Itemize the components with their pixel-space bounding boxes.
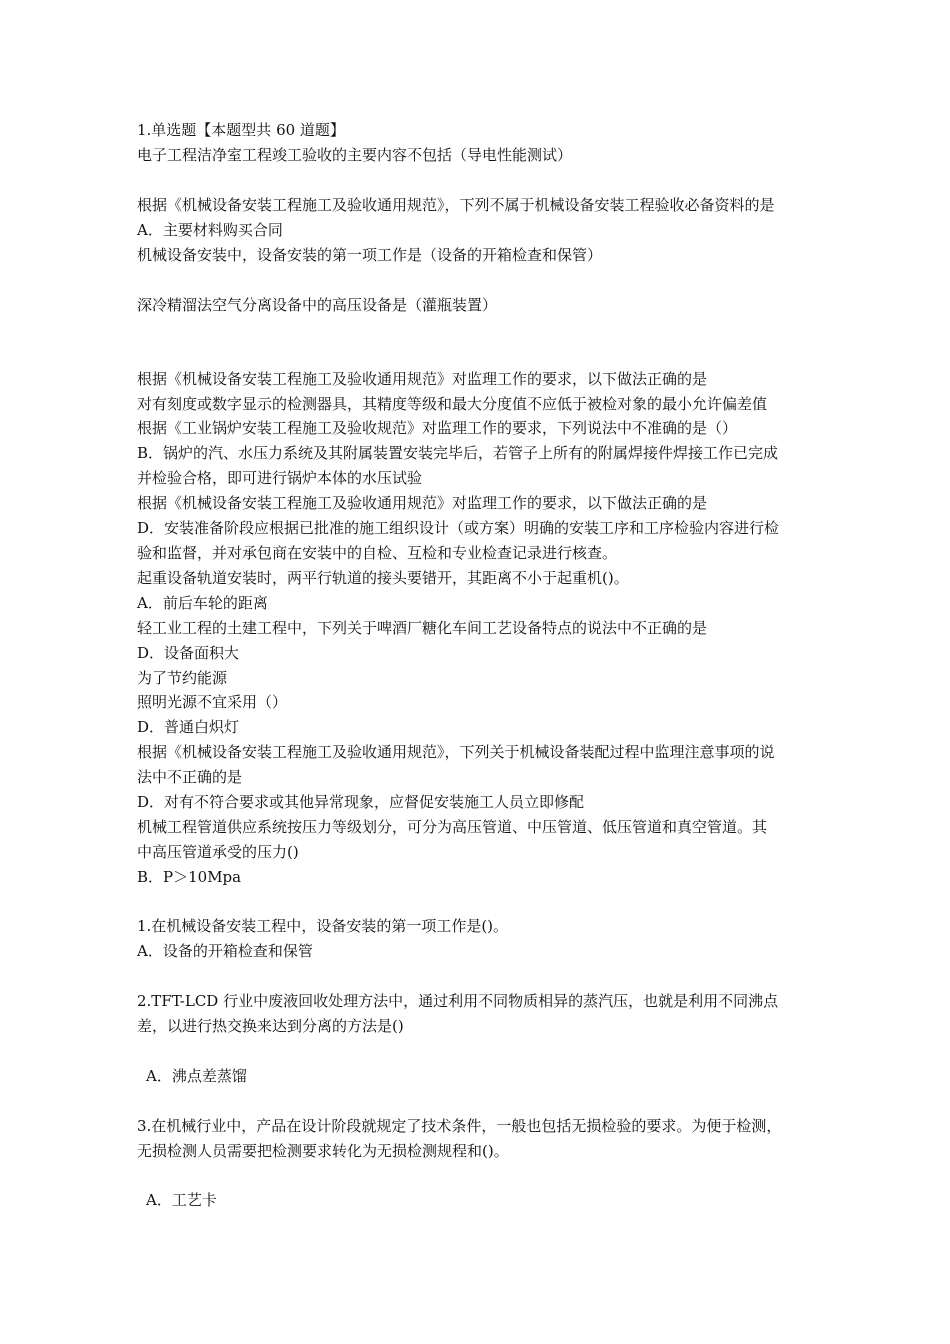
question-line: 为了节约能源	[137, 669, 228, 687]
answer-line: 并检验合格，即可进行锅炉本体的水压试验	[137, 469, 423, 487]
answer-line: D．对有不符合要求或其他异常现象，应督促安装施工人员立即修配	[137, 793, 585, 811]
question-line: 法中不正确的是	[137, 768, 243, 786]
answer-line: A．主要材料购买合同	[137, 221, 283, 239]
question-line: 无损检测人员需要把检测要求转化为无损检测规程和()。	[137, 1142, 509, 1160]
answer-line: A．前后车轮的距离	[137, 594, 268, 612]
question-line: 机械设备安装中，设备安装的第一项工作是（设备的开箱检查和保管）	[137, 246, 603, 264]
question-line: 3.在机械行业中，产品在设计阶段就规定了技术条件，一般也包括无损检验的要求。为便于检测，	[137, 1117, 782, 1135]
question-line: 根据《机械设备安装工程施工及验收通用规范》对监理工作的要求，以下做法正确的是	[137, 494, 708, 512]
answer-line: B．P＞10Mpa	[137, 868, 242, 886]
question-line: 2.TFT-LCD 行业中废液回收处理方法中，通过利用不同物质相异的蒸汽压，也就是利用不同沸点	[137, 992, 779, 1010]
question-line: 根据《工业锅炉安装工程施工及验收规范》对监理工作的要求，下列说法中不准确的是（）	[137, 419, 738, 437]
answer-line: D．安装准备阶段应根据已批准的施工组织设计（或方案）明确的安装工序和工序检验内容进行检	[137, 519, 780, 537]
question-line: 深冷精溜法空气分离设备中的高压设备是（灌瓶装置）	[137, 296, 498, 314]
answer-line: D．普通白炽灯	[137, 718, 240, 736]
question-line: 照明光源不宜采用（）	[137, 693, 288, 711]
answer-line: 对有刻度或数字显示的检测器具，其精度等级和最大分度值不应低于被检对象的最小允许偏差值	[137, 395, 768, 413]
answer-line: A．沸点差蒸馏	[146, 1067, 247, 1085]
answer-line: A．设备的开箱检查和保管	[137, 942, 313, 960]
answer-line: 验和监督，并对承包商在安装中的自检、互检和专业检查记录进行核查。	[137, 544, 618, 562]
question-line: 中高压管道承受的压力()	[137, 843, 299, 861]
question-line: 1.在机械设备安装工程中，设备安装的第一项工作是()。	[137, 917, 509, 935]
question-line: 轻工业工程的土建工程中，下列关于啤酒厂糖化车间工艺设备特点的说法中不正确的是	[137, 619, 708, 637]
question-line: 根据《机械设备安装工程施工及验收通用规范》，下列不属于机械设备安装工程验收必备资料的是	[137, 196, 775, 214]
question-line: 机械工程管道供应系统按压力等级划分，可分为高压管道、中压管道、低压管道和真空管道。其	[137, 818, 768, 836]
question-line: 起重设备轨道安装时，两平行轨道的接头要错开，其距离不小于起重机()。	[137, 569, 629, 587]
answer-line: B．锅炉的汽、水压力系统及其附属装置安装完毕后，若管子上所有的附属焊接件焊接工作已完成	[137, 444, 779, 462]
answer-line: D．设备面积大	[137, 644, 240, 662]
answer-line: A．工艺卡	[146, 1191, 217, 1209]
question-line: 根据《机械设备安装工程施工及验收通用规范》，下列关于机械设备装配过程中监理注意事项的说	[137, 743, 775, 761]
section-heading: 1.单选题【本题型共 60 道题】	[137, 121, 345, 139]
question-line: 电子工程洁净室工程竣工验收的主要内容不包括（导电性能测试）	[137, 146, 573, 164]
question-line: 差，以进行热交换来达到分离的方法是()	[137, 1017, 404, 1035]
question-line: 根据《机械设备安装工程施工及验收通用规范》对监理工作的要求，以下做法正确的是	[137, 370, 708, 388]
